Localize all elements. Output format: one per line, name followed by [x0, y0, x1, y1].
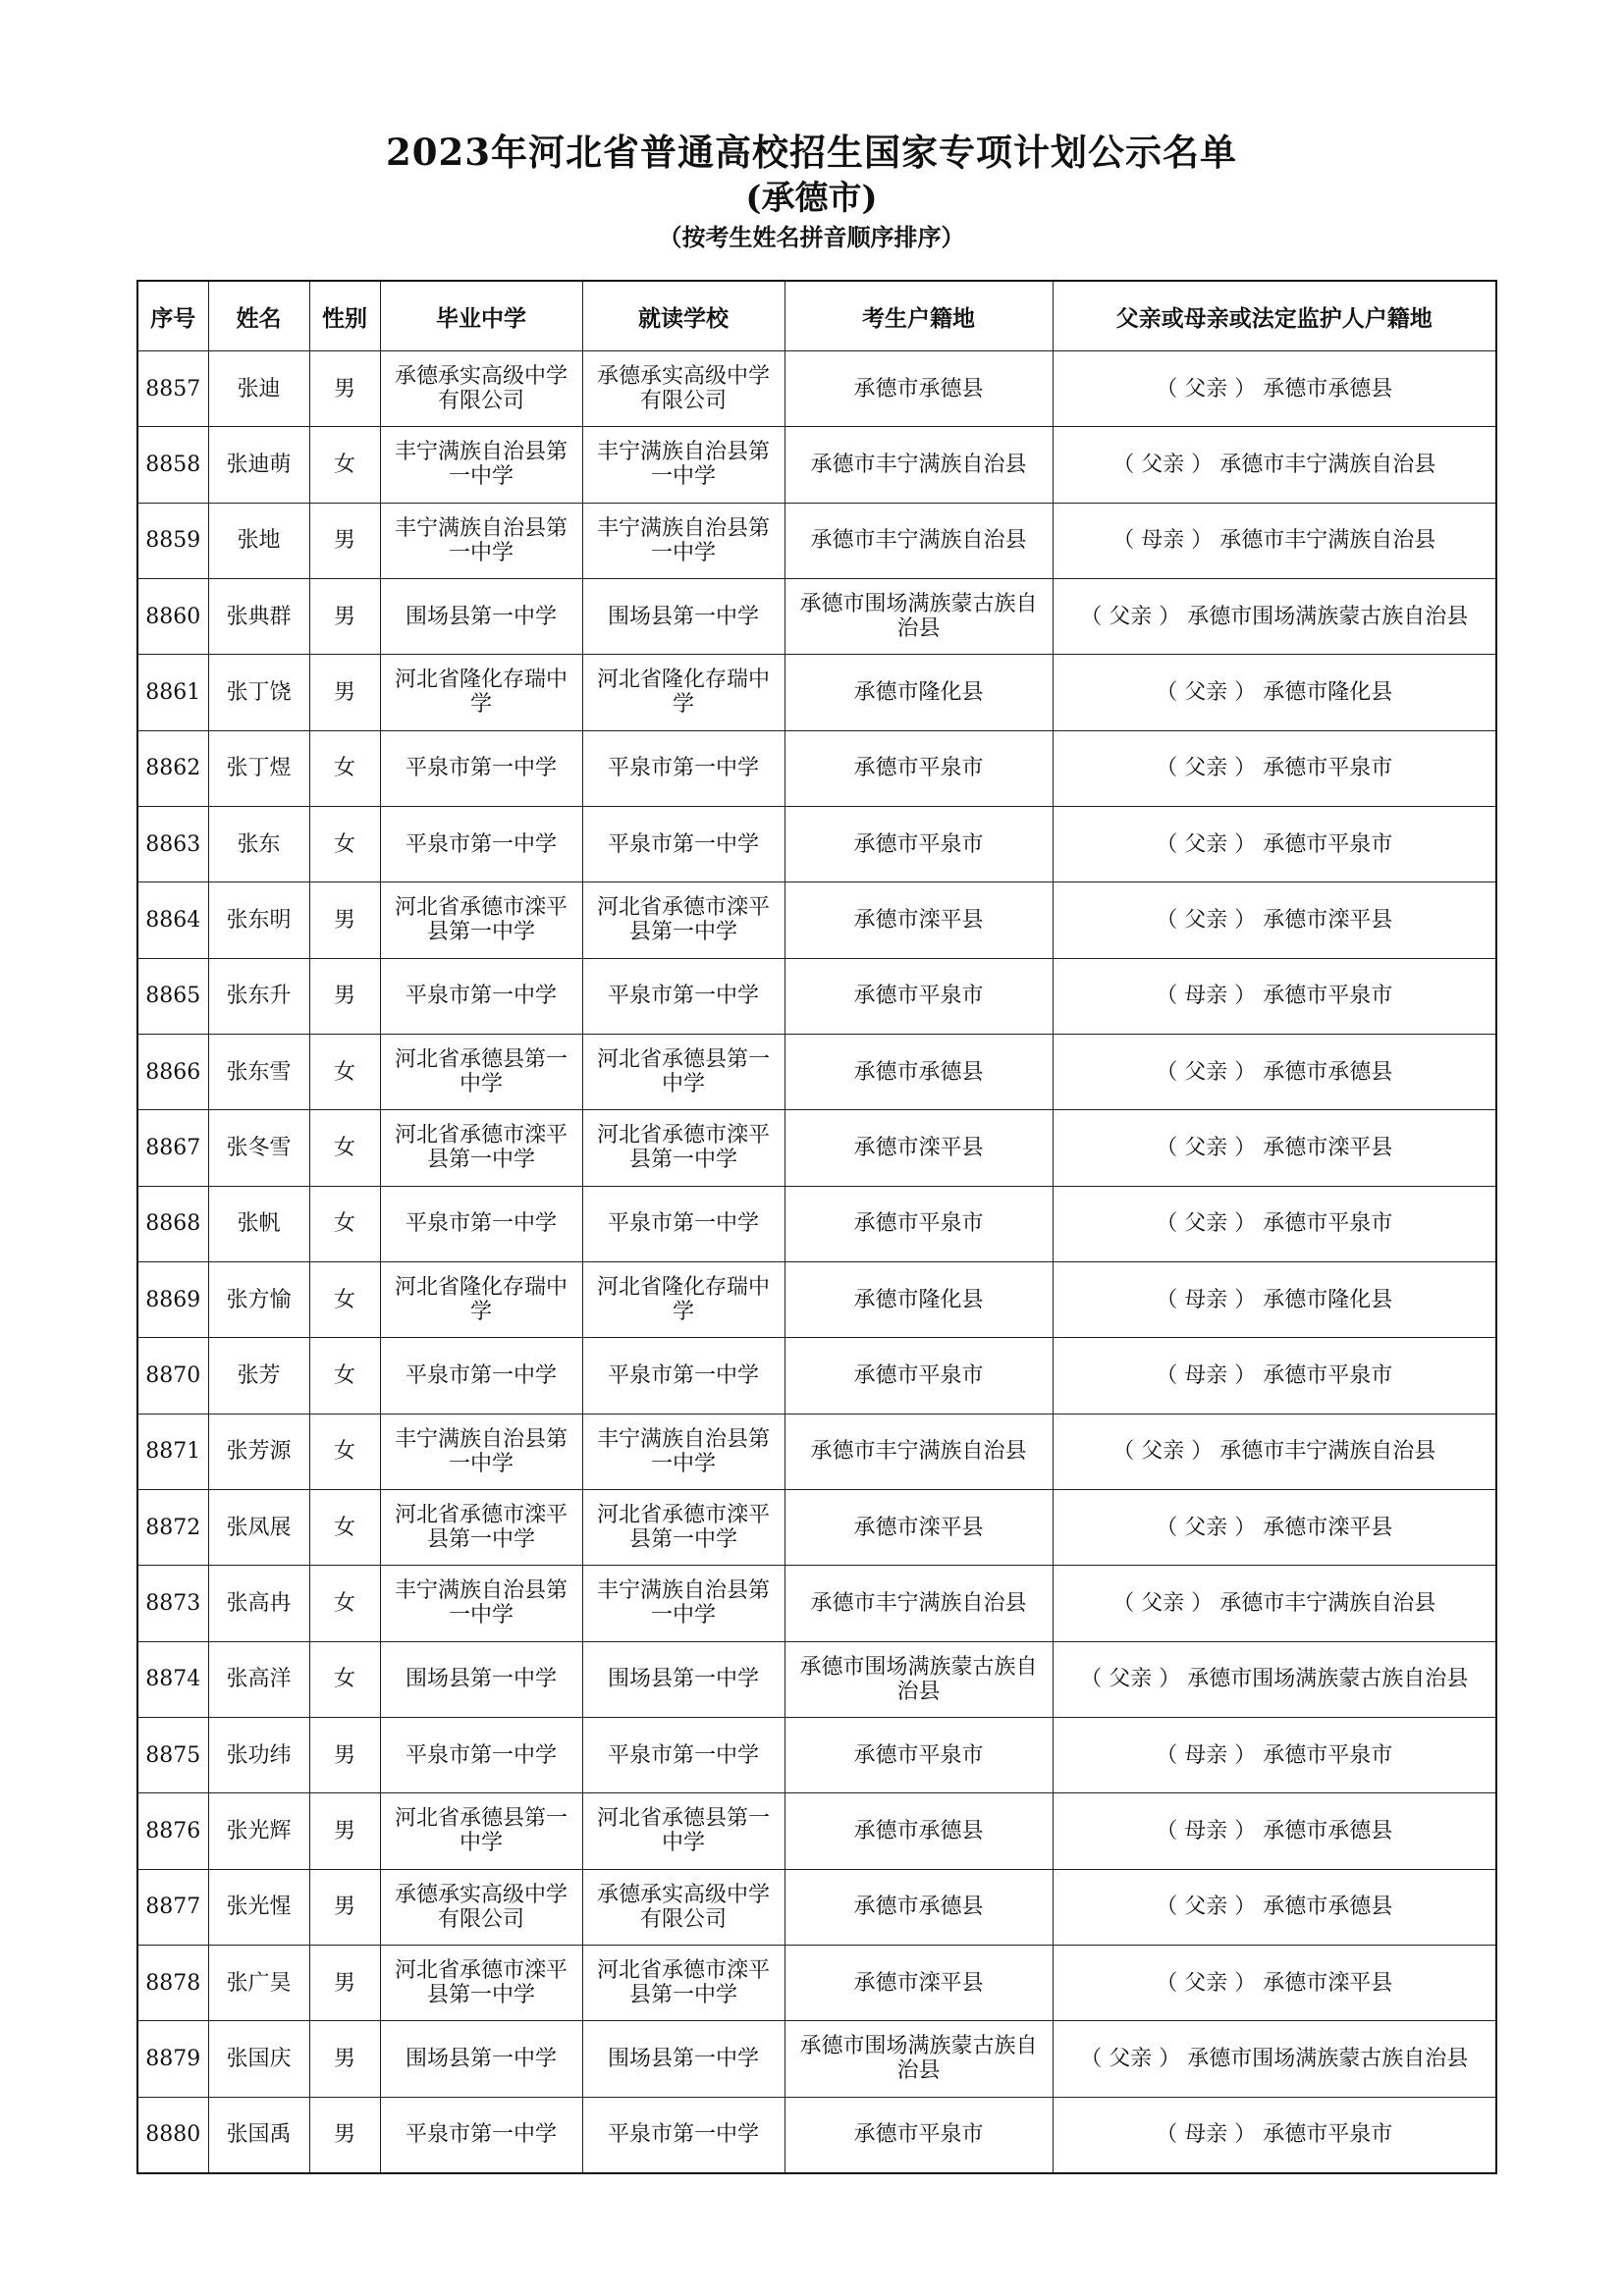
current-school-cell: 丰宁满族自治县第一中学	[582, 1414, 784, 1489]
current-school-cell: 围场县第一中学	[582, 578, 784, 654]
gender-cell: 男	[309, 503, 380, 578]
guardian-residence-cell: （ 父亲 ） 承德市丰宁满族自治县	[1053, 1414, 1496, 1489]
seq-cell: 8862	[137, 730, 208, 806]
current-school-cell: 丰宁满族自治县第一中学	[582, 503, 784, 578]
table-body	[137, 351, 1496, 2174]
gender-cell: 女	[309, 1261, 380, 1337]
table-row	[137, 1110, 1496, 1186]
current-school-cell: 平泉市第一中学	[582, 730, 784, 806]
graduation-school-cell: 围场县第一中学	[380, 1641, 582, 1717]
current-school-cell: 河北省隆化存瑞中学	[582, 655, 784, 730]
name-cell: 张典群	[208, 578, 309, 654]
name-cell: 张东升	[208, 958, 309, 1034]
seq-cell: 8878	[137, 1945, 208, 2020]
graduation-school-cell: 承德承实高级中学有限公司	[380, 1869, 582, 1945]
seq-cell: 8866	[137, 1034, 208, 1109]
table-row	[137, 1717, 1496, 1792]
name-cell: 张功纬	[208, 1717, 309, 1792]
seq-cell: 8861	[137, 655, 208, 730]
graduation-school-cell: 河北省承德市滦平县第一中学	[380, 1945, 582, 2020]
header-row	[137, 281, 1496, 351]
name-cell: 张东明	[208, 882, 309, 958]
graduation-school-cell: 平泉市第一中学	[380, 1338, 582, 1414]
graduation-school-cell: 丰宁满族自治县第一中学	[380, 1566, 582, 1641]
gender-cell: 男	[309, 882, 380, 958]
name-cell: 张广昊	[208, 1945, 309, 2020]
student-residence-cell: 承德市隆化县	[784, 655, 1053, 730]
guardian-residence-cell: （ 父亲 ） 承德市滦平县	[1053, 1945, 1496, 2020]
guardian-residence-cell: （ 父亲 ） 承德市平泉市	[1053, 730, 1496, 806]
table-row	[137, 958, 1496, 1034]
column-header-graduation-school: 毕业中学	[380, 281, 582, 351]
student-residence-cell: 承德市平泉市	[784, 1717, 1053, 1792]
graduation-school-cell: 河北省承德市滦平县第一中学	[380, 882, 582, 958]
guardian-residence-cell: （ 父亲 ） 承德市滦平县	[1053, 882, 1496, 958]
current-school-cell: 平泉市第一中学	[582, 1186, 784, 1261]
page-subtitle: (承德市)	[745, 179, 878, 218]
gender-cell: 男	[309, 655, 380, 730]
current-school-cell: 丰宁满族自治县第一中学	[582, 427, 784, 503]
seq-cell: 8872	[137, 1489, 208, 1565]
name-cell: 张凤展	[208, 1489, 309, 1565]
seq-cell: 8859	[137, 503, 208, 578]
seq-cell: 8867	[137, 1110, 208, 1186]
guardian-residence-cell: （ 父亲 ） 承德市滦平县	[1053, 1489, 1496, 1565]
student-residence-cell: 承德市滦平县	[784, 1489, 1053, 1565]
gender-cell: 男	[309, 958, 380, 1034]
table-row	[137, 730, 1496, 806]
guardian-residence-cell: （ 父亲 ） 承德市承德县	[1053, 1869, 1496, 1945]
seq-cell: 8860	[137, 578, 208, 654]
name-cell: 张国禹	[208, 2097, 309, 2173]
name-cell: 张国庆	[208, 2021, 309, 2097]
gender-cell: 女	[309, 1110, 380, 1186]
seq-cell: 8870	[137, 1338, 208, 1414]
gender-cell: 女	[309, 730, 380, 806]
guardian-residence-cell: （ 父亲 ） 承德市围场满族蒙古族自治县	[1053, 1641, 1496, 1717]
seq-cell: 8880	[137, 2097, 208, 2173]
name-cell: 张光辉	[208, 1793, 309, 1869]
name-cell: 张迪	[208, 351, 309, 427]
table-row	[137, 351, 1496, 427]
graduation-school-cell: 河北省承德县第一中学	[380, 1793, 582, 1869]
current-school-cell: 河北省承德县第一中学	[582, 1034, 784, 1109]
name-cell: 张方愉	[208, 1261, 309, 1337]
guardian-residence-cell: （ 父亲 ） 承德市围场满族蒙古族自治县	[1053, 578, 1496, 654]
column-header-student-residence: 考生户籍地	[784, 281, 1053, 351]
name-cell: 张光惺	[208, 1869, 309, 1945]
student-residence-cell: 承德市围场满族蒙古族自治县	[784, 1641, 1053, 1717]
graduation-school-cell: 平泉市第一中学	[380, 2097, 582, 2173]
gender-cell: 女	[309, 806, 380, 881]
student-residence-cell: 承德市围场满族蒙古族自治县	[784, 578, 1053, 654]
current-school-cell: 承德承实高级中学有限公司	[582, 351, 784, 427]
column-header-name: 姓名	[208, 281, 309, 351]
name-cell: 张高洋	[208, 1641, 309, 1717]
column-header-guardian-residence: 父亲或母亲或法定监护人户籍地	[1053, 281, 1496, 351]
table-row	[137, 1034, 1496, 1109]
graduation-school-cell: 丰宁满族自治县第一中学	[380, 503, 582, 578]
student-residence-cell: 承德市滦平县	[784, 882, 1053, 958]
graduation-school-cell: 平泉市第一中学	[380, 1717, 582, 1792]
current-school-cell: 平泉市第一中学	[582, 1717, 784, 1792]
seq-cell: 8876	[137, 1793, 208, 1869]
current-school-cell: 河北省隆化存瑞中学	[582, 1261, 784, 1337]
guardian-residence-cell: （ 父亲 ） 承德市承德县	[1053, 351, 1496, 427]
seq-cell: 8858	[137, 427, 208, 503]
sort-note: （按考生姓名拼音顺序排序）	[658, 224, 965, 251]
graduation-school-cell: 丰宁满族自治县第一中学	[380, 427, 582, 503]
name-cell: 张地	[208, 503, 309, 578]
guardian-residence-cell: （ 母亲 ） 承德市平泉市	[1053, 2097, 1496, 2173]
name-cell: 张高冉	[208, 1566, 309, 1641]
table-row	[137, 2097, 1496, 2173]
student-residence-cell: 承德市平泉市	[784, 806, 1053, 881]
student-residence-cell: 承德市丰宁满族自治县	[784, 1566, 1053, 1641]
current-school-cell: 承德承实高级中学有限公司	[582, 1869, 784, 1945]
guardian-residence-cell: （ 母亲 ） 承德市平泉市	[1053, 958, 1496, 1034]
gender-cell: 女	[309, 1338, 380, 1414]
column-header-gender: 性别	[309, 281, 380, 351]
table-row	[137, 1261, 1496, 1337]
student-residence-cell: 承德市平泉市	[784, 1338, 1053, 1414]
seq-cell: 8868	[137, 1186, 208, 1261]
gender-cell: 男	[309, 1717, 380, 1792]
table-row	[137, 1414, 1496, 1489]
student-residence-cell: 承德市丰宁满族自治县	[784, 427, 1053, 503]
table-row	[137, 882, 1496, 958]
guardian-residence-cell: （ 母亲 ） 承德市平泉市	[1053, 1338, 1496, 1414]
student-residence-cell: 承德市平泉市	[784, 2097, 1053, 2173]
student-residence-cell: 承德市滦平县	[784, 1110, 1053, 1186]
gender-cell: 男	[309, 578, 380, 654]
name-cell: 张芳	[208, 1338, 309, 1414]
page-title: 2023年河北省普通高校招生国家专项计划公示名单	[386, 131, 1237, 174]
gender-cell: 女	[309, 427, 380, 503]
graduation-school-cell: 河北省承德市滦平县第一中学	[380, 1110, 582, 1186]
student-residence-cell: 承德市丰宁满族自治县	[784, 503, 1053, 578]
guardian-residence-cell: （ 母亲 ） 承德市隆化县	[1053, 1261, 1496, 1337]
current-school-cell: 河北省承德市滦平县第一中学	[582, 1945, 784, 2020]
table-row	[137, 1793, 1496, 1869]
graduation-school-cell: 平泉市第一中学	[380, 730, 582, 806]
current-school-cell: 丰宁满族自治县第一中学	[582, 1566, 784, 1641]
table-header	[137, 281, 1496, 351]
column-header-current-school: 就读学校	[582, 281, 784, 351]
seq-cell: 8864	[137, 882, 208, 958]
graduation-school-cell: 河北省隆化存瑞中学	[380, 1261, 582, 1337]
table-row	[137, 655, 1496, 730]
current-school-cell: 平泉市第一中学	[582, 2097, 784, 2173]
roster-table	[136, 280, 1497, 2174]
page-header	[0, 128, 1623, 255]
guardian-residence-cell: （ 父亲 ） 承德市隆化县	[1053, 655, 1496, 730]
table-row	[137, 427, 1496, 503]
seq-cell: 8874	[137, 1641, 208, 1717]
table-row	[137, 1566, 1496, 1641]
column-header-seq: 序号	[137, 281, 208, 351]
name-cell: 张东	[208, 806, 309, 881]
table-row	[137, 578, 1496, 654]
guardian-residence-cell: （ 母亲 ） 承德市承德县	[1053, 1793, 1496, 1869]
student-residence-cell: 承德市丰宁满族自治县	[784, 1414, 1053, 1489]
student-residence-cell: 承德市承德县	[784, 1869, 1053, 1945]
table-row	[137, 1869, 1496, 1945]
guardian-residence-cell: （ 父亲 ） 承德市围场满族蒙古族自治县	[1053, 2021, 1496, 2097]
name-cell: 张冬雪	[208, 1110, 309, 1186]
current-school-cell: 围场县第一中学	[582, 1641, 784, 1717]
graduation-school-cell: 河北省承德县第一中学	[380, 1034, 582, 1109]
current-school-cell: 围场县第一中学	[582, 2021, 784, 2097]
gender-cell: 女	[309, 1489, 380, 1565]
current-school-cell: 平泉市第一中学	[582, 1338, 784, 1414]
name-cell: 张芳源	[208, 1414, 309, 1489]
gender-cell: 女	[309, 1034, 380, 1109]
name-cell: 张迪萌	[208, 427, 309, 503]
graduation-school-cell: 平泉市第一中学	[380, 806, 582, 881]
student-residence-cell: 承德市平泉市	[784, 730, 1053, 806]
guardian-residence-cell: （ 父亲 ） 承德市承德县	[1053, 1034, 1496, 1109]
student-residence-cell: 承德市承德县	[784, 351, 1053, 427]
guardian-residence-cell: （ 父亲 ） 承德市丰宁满族自治县	[1053, 427, 1496, 503]
guardian-residence-cell: （ 母亲 ） 承德市丰宁满族自治县	[1053, 503, 1496, 578]
name-cell: 张帆	[208, 1186, 309, 1261]
graduation-school-cell: 河北省承德市滦平县第一中学	[380, 1489, 582, 1565]
student-residence-cell: 承德市承德县	[784, 1793, 1053, 1869]
gender-cell: 女	[309, 1186, 380, 1261]
graduation-school-cell: 围场县第一中学	[380, 578, 582, 654]
current-school-cell: 河北省承德市滦平县第一中学	[582, 882, 784, 958]
student-residence-cell: 承德市围场满族蒙古族自治县	[784, 2021, 1053, 2097]
gender-cell: 女	[309, 1566, 380, 1641]
guardian-residence-cell: （ 母亲 ） 承德市平泉市	[1053, 1717, 1496, 1792]
seq-cell: 8857	[137, 351, 208, 427]
seq-cell: 8877	[137, 1869, 208, 1945]
guardian-residence-cell: （ 父亲 ） 承德市平泉市	[1053, 1186, 1496, 1261]
table-row	[137, 1489, 1496, 1565]
student-residence-cell: 承德市平泉市	[784, 1186, 1053, 1261]
seq-cell: 8871	[137, 1414, 208, 1489]
graduation-school-cell: 河北省隆化存瑞中学	[380, 655, 582, 730]
gender-cell: 男	[309, 1869, 380, 1945]
current-school-cell: 平泉市第一中学	[582, 958, 784, 1034]
table-row	[137, 1186, 1496, 1261]
gender-cell: 男	[309, 1945, 380, 2020]
graduation-school-cell: 围场县第一中学	[380, 2021, 582, 2097]
name-cell: 张东雪	[208, 1034, 309, 1109]
gender-cell: 男	[309, 2021, 380, 2097]
table-row	[137, 1338, 1496, 1414]
current-school-cell: 河北省承德县第一中学	[582, 1793, 784, 1869]
table-row	[137, 503, 1496, 578]
student-residence-cell: 承德市平泉市	[784, 958, 1053, 1034]
table-row	[137, 806, 1496, 881]
name-cell: 张丁煜	[208, 730, 309, 806]
seq-cell: 8865	[137, 958, 208, 1034]
gender-cell: 男	[309, 351, 380, 427]
seq-cell: 8879	[137, 2021, 208, 2097]
name-cell: 张丁饶	[208, 655, 309, 730]
graduation-school-cell: 丰宁满族自治县第一中学	[380, 1414, 582, 1489]
gender-cell: 女	[309, 1641, 380, 1717]
seq-cell: 8875	[137, 1717, 208, 1792]
graduation-school-cell: 平泉市第一中学	[380, 1186, 582, 1261]
student-residence-cell: 承德市隆化县	[784, 1261, 1053, 1337]
student-residence-cell: 承德市承德县	[784, 1034, 1053, 1109]
gender-cell: 男	[309, 2097, 380, 2173]
student-residence-cell: 承德市滦平县	[784, 1945, 1053, 2020]
graduation-school-cell: 平泉市第一中学	[380, 958, 582, 1034]
table-row	[137, 1641, 1496, 1717]
seq-cell: 8863	[137, 806, 208, 881]
graduation-school-cell: 承德承实高级中学有限公司	[380, 351, 582, 427]
guardian-residence-cell: （ 父亲 ） 承德市丰宁满族自治县	[1053, 1566, 1496, 1641]
seq-cell: 8873	[137, 1566, 208, 1641]
guardian-residence-cell: （ 父亲 ） 承德市滦平县	[1053, 1110, 1496, 1186]
gender-cell: 女	[309, 1414, 380, 1489]
seq-cell: 8869	[137, 1261, 208, 1337]
gender-cell: 男	[309, 1793, 380, 1869]
current-school-cell: 平泉市第一中学	[582, 806, 784, 881]
guardian-residence-cell: （ 父亲 ） 承德市平泉市	[1053, 806, 1496, 881]
current-school-cell: 河北省承德市滦平县第一中学	[582, 1489, 784, 1565]
table-row	[137, 2021, 1496, 2097]
current-school-cell: 河北省承德市滦平县第一中学	[582, 1110, 784, 1186]
table-row	[137, 1945, 1496, 2020]
